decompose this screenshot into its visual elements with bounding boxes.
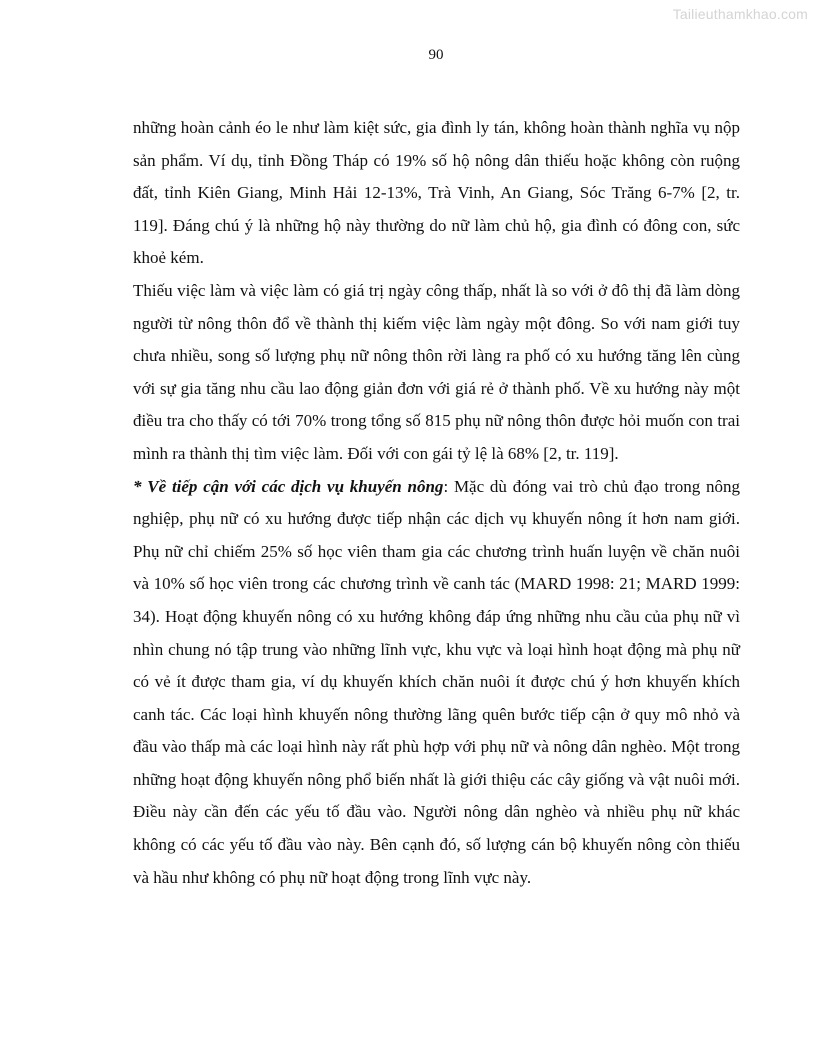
section-heading-extension-services: * Về tiếp cận với các dịch vụ khuyến nông (133, 476, 444, 496)
page-number: 90 (428, 47, 444, 63)
paragraph-extension-services-text: : Mặc dù đóng vai trò chủ đạo trong nông nghiệp, phụ nữ có xu hướng được tiếp nhận các dịch vụ khuyến nông ít hơn nam giới. Phụ nữ chỉ chiếm 25% số học viên tham gia các chương trình huấn luyện về chăn nuôi và 10% số học viên trong các chương trình về canh tác (MARD 1998: 21; MARD 1999: 34). Hoạt động khuyến nông có xu hướng không đáp ứng những nhu cầu của phụ nữ vì nhìn chung nó tập trung vào những lĩnh vực, khu vực và loại hình hoạt động mà phụ nữ có vẻ ít được tham gia, ví dụ khuyến khích chăn nuôi ít được chú ý hơn khuyến khích canh tác. Các loại hình khuyến nông thường lãng quên bước tiếp cận ở quy mô nhỏ và đầu vào thấp mà các loại hình này rất phù hợp với phụ nữ và nông dân nghèo. Một trong những hoạt động khuyến nông phổ biến nhất là giới thiệu các cây giống và vật nuôi mới. Điều này cần đến các yếu tố đầu vào. Người nông dân nghèo và nhiều phụ nữ khác không có các yếu tố đầu vào này. Bên cạnh đó, số lượng cán bộ khuyến nông còn thiếu và hầu như không có phụ nữ hoạt động trong lĩnh vực này. (133, 476, 740, 887)
paragraph-rural-migration: Thiếu việc làm và việc làm có giá trị ngày công thấp, nhất là so với ở đô thị đã làm dòng người từ nông thôn đổ về thành thị kiếm việc làm ngày một đông. So với nam giới tuy chưa nhiều, song số lượng phụ nữ nông thôn rời làng ra phố có xu hướng tăng lên cùng với sự gia tăng nhu cầu lao động giản đơn với giá rẻ ở thành phố. Về xu hướng này một điều tra cho thấy có tới 70% trong tổng số 815 phụ nữ nông thôn được hỏi muốn con trai mình ra thành thị tìm việc làm. Đối với con gái tỷ lệ là 68% [2, tr. 119]. (133, 280, 740, 463)
paragraph-extension-services (133, 471, 740, 895)
paragraph-landlessness: những hoàn cảnh éo le như làm kiệt sức, gia đình ly tán, không hoàn thành nghĩa vụ nộp sản phẩm. Ví dụ, tỉnh Đồng Tháp có 19% số hộ nông dân thiếu hoặc không còn ruộng đất, tỉnh Kiên Giang, Minh Hải 12-13%, Trà Vinh, An Giang, Sóc Trăng 6-7% [2, tr. 119]. Đáng chú ý là những hộ này thường do nữ làm chủ hộ, gia đình có đông con, sức khoẻ kém. (133, 118, 740, 268)
document-body (133, 112, 740, 894)
watermark: Tailieuthamkhao.com (672, 6, 808, 22)
